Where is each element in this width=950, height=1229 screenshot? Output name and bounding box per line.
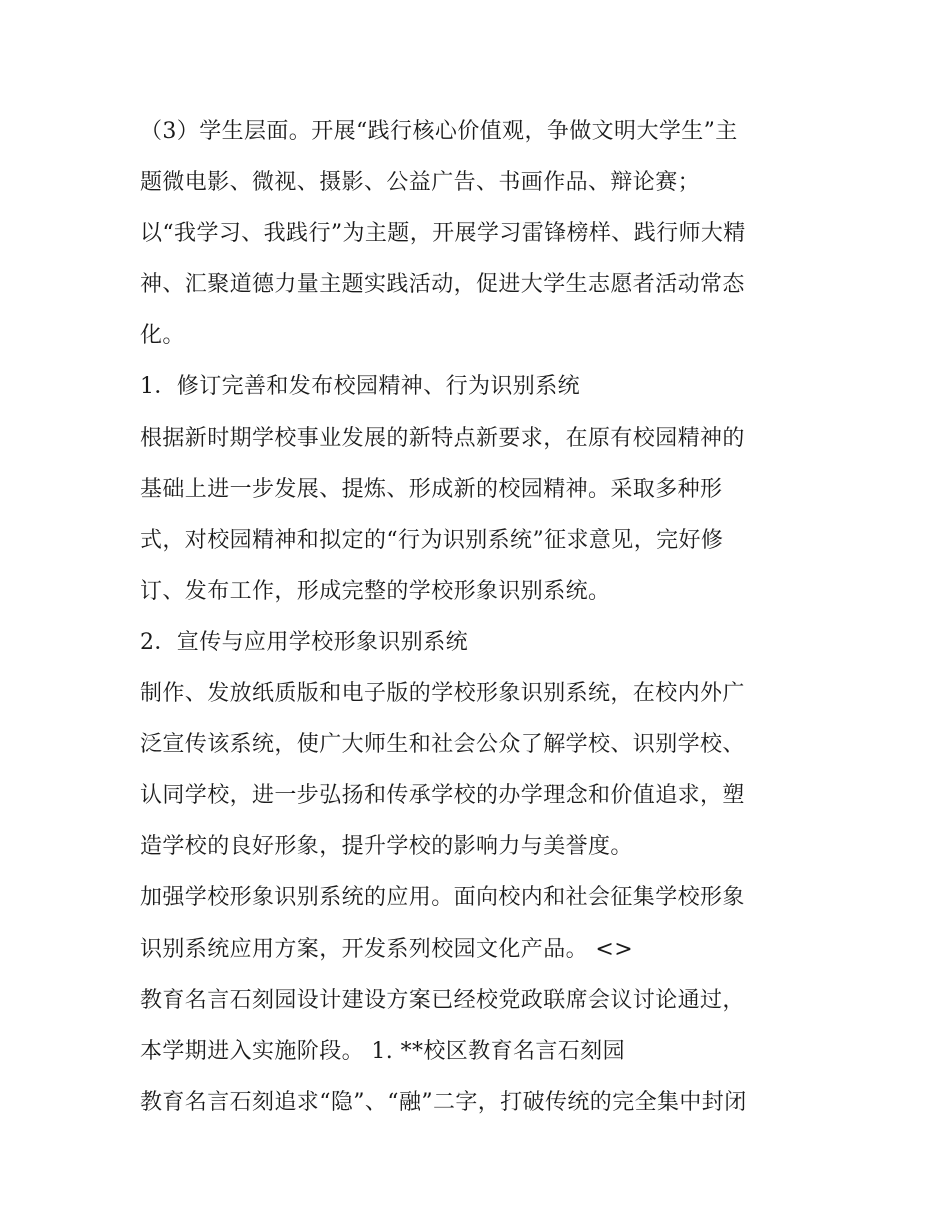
text-line: 识别系统应用方案，开发系列校园文化产品。 <> [140, 936, 634, 962]
text-line: 订、发布工作，形成完整的学校形象识别系统。 [140, 578, 611, 604]
text-line: 教育名言石刻园设计建设方案已经校党政联席会议讨论通过， [140, 987, 745, 1013]
text-line: 以“我学习、我践行”为主题，开展学习雷锋榜样、践行师大精 [140, 221, 746, 247]
section-heading: 2．宣传与应用学校形象识别系统 [140, 629, 468, 655]
text-line: 认同学校，进一步弘扬和传承学校的办学理念和价值追求，塑 [140, 783, 745, 809]
text-line: 泛宣传该系统，使广大师生和社会公众了解学校、识别学校、 [140, 732, 745, 758]
text-line: 造学校的良好形象，提升学校的影响力与美誉度。 [140, 834, 633, 860]
text-line: 本学期进入实施阶段。 1. **校区教育名言石刻园 [140, 1038, 625, 1064]
text-line: （3）学生层面。开展“践行核心价值观，争做文明大学生”主 [140, 119, 738, 144]
text-line: 神、汇聚道德力量主题实践活动，促进大学生志愿者活动常态 [140, 272, 745, 298]
text-line: 根据新时期学校事业发展的新特点新要求，在原有校园精神的 [140, 425, 745, 451]
document-body [140, 106, 820, 1128]
text-line: 化。 [140, 323, 185, 349]
text-line: 式，对校园精神和拟定的“行为识别系统”征求意见，完好修 [140, 527, 724, 553]
text-line: 基础上进一步发展、提炼、形成新的校园精神。采取多种形 [140, 476, 723, 502]
text-line: 加强学校形象识别系统的应用。面向校内和社会征集学校形象 [140, 885, 745, 911]
text-line: 题微电影、微视、摄影、公益广告、书画作品、辩论赛； [140, 170, 701, 196]
text-line: 制作、发放纸质版和电子版的学校形象识别系统，在校内外广 [140, 681, 745, 707]
text-line: 教育名言石刻追求“隐”、“融”二字，打破传统的完全集中封闭 [140, 1089, 747, 1115]
section-heading: 1．修订完善和发布校园精神、行为识别系统 [140, 374, 580, 400]
